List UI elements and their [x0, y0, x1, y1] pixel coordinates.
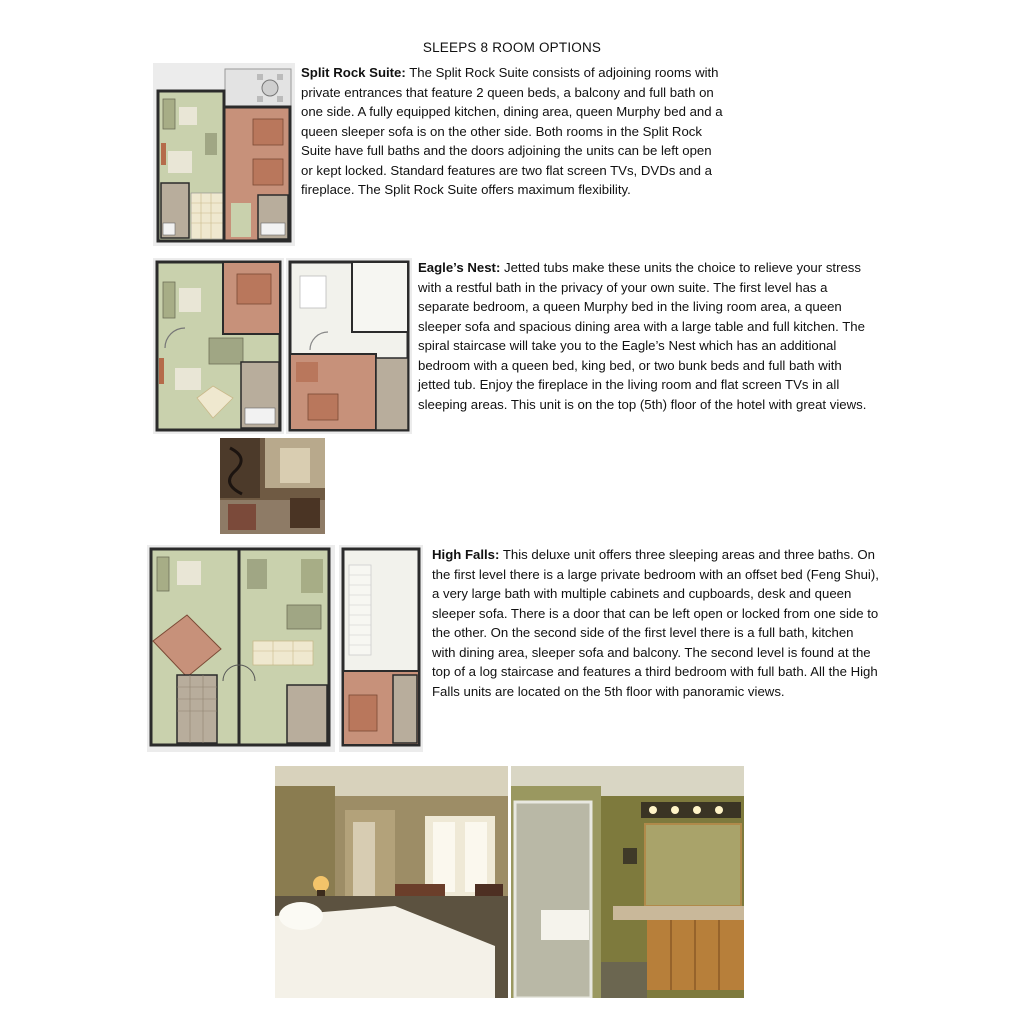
- high-falls-first-level-plan: [147, 545, 335, 752]
- bedroom-photo: [275, 766, 508, 998]
- high-falls-text: This deluxe unit offers three sleeping areas and three baths. On the first level there is a large private bedroom with an offset bed (Feng Shui), a very large bath with multiple cabinets and cupboards, desk and queen sleeper sofa. There is a door that can be left open or locked from one side to the other. On the second side of the first level there is a full bath, kitchen with dining area, sleeper sofa and balcony. The second level is found at the top of a log staircase and features a third bedroom with full bath. All the High Falls units are located on the 5th floor with panoramic views.: [432, 547, 879, 699]
- eagles-nest-description: [418, 258, 870, 414]
- split-rock-description: [301, 63, 726, 200]
- page-title: SLEEPS 8 ROOM OPTIONS: [422, 40, 602, 55]
- eagles-nest-text: Jetted tubs make these units the choice to relieve your stress with a restful bath in the privacy of your own suite. The first level has a separate bedroom, a queen Murphy bed in the living room area, a queen sleeper sofa and spacious dining area with a large table and full kitchen. The spiral staircase will take you to the Eagle’s Nest which has an additional bedroom with a queen bed, king bed, or two bunk beds and full bath with jetted tub. Enjoy the fireplace in the living room and flat screen TVs in all sleeping areas. This unit is on the top (5th) floor of the hotel with great views.: [418, 260, 867, 412]
- bathroom-photo: [511, 766, 744, 998]
- split-rock-text: The Split Rock Suite consists of adjoining rooms with private entrances that feature 2 queen beds, a balcony and full bath on one side. A fully equipped kitchen, dining area, queen Murphy bed and a queen sleeper sofa is on the other side. Both rooms in the Split Rock Suite have full baths and the doors adjoining the units can be left open or kept locked. Standard features are two flat screen TVs, DVDs and a fireplace. The Split Rock Suite offers maximum flexibility.: [301, 65, 723, 197]
- high-falls-second-level-plan: [339, 545, 423, 752]
- spiral-staircase-photo: [220, 438, 325, 534]
- eagles-nest-title: Eagle’s Nest:: [418, 260, 501, 275]
- high-falls-title: High Falls:: [432, 547, 500, 562]
- split-rock-title: Split Rock Suite:: [301, 65, 406, 80]
- eagles-nest-first-level-plan: [153, 258, 284, 434]
- split-rock-floor-plan: [153, 63, 295, 246]
- high-falls-description: [432, 545, 880, 701]
- eagles-nest-upper-level-plan: [286, 258, 412, 434]
